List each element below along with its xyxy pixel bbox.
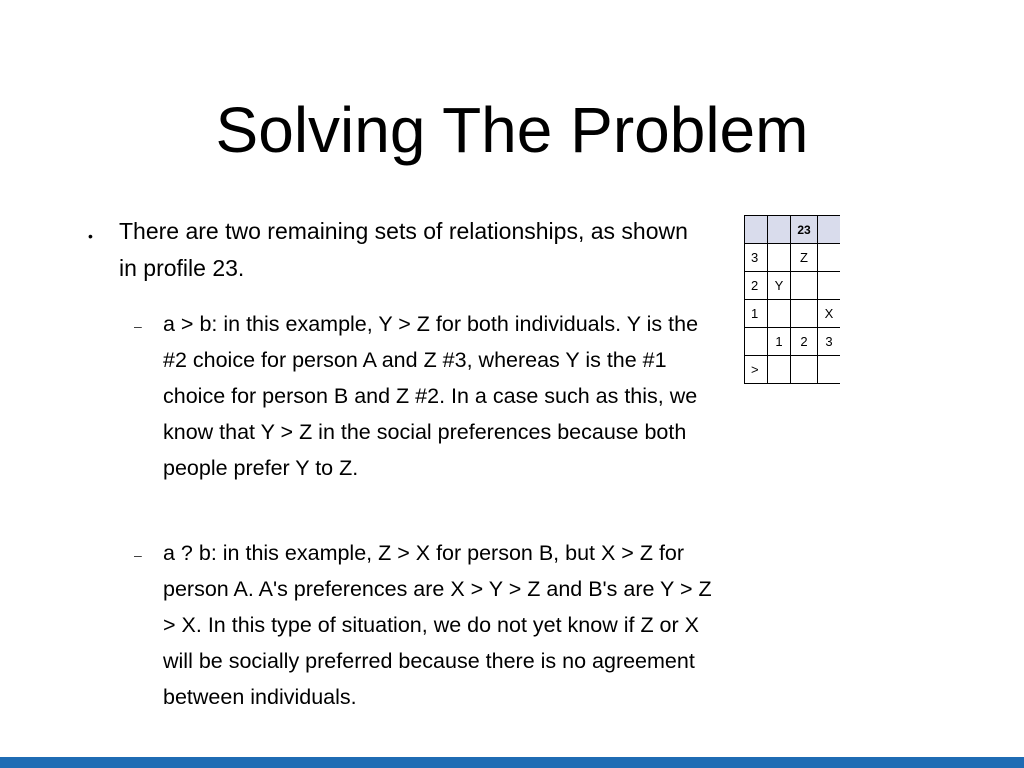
table-header-row bbox=[745, 216, 841, 244]
table-cell bbox=[768, 216, 791, 244]
profile-number: 23 bbox=[791, 216, 818, 244]
dash-icon: – bbox=[134, 547, 142, 563]
table-cell bbox=[745, 328, 768, 356]
table-cell: 3 bbox=[745, 244, 768, 272]
table-cell bbox=[818, 244, 841, 272]
table-cell bbox=[768, 300, 791, 328]
table-cell bbox=[818, 356, 841, 384]
table-cell: 2 bbox=[791, 328, 818, 356]
table-cell: 2 bbox=[745, 272, 768, 300]
slide-title: Solving The Problem bbox=[215, 94, 809, 166]
table-cell: 3 bbox=[818, 328, 841, 356]
table-row bbox=[745, 272, 841, 300]
bullet-text: There are two remaining sets of relationships, as shown in profile 23. bbox=[119, 218, 688, 281]
sub-bullet-text: a > b: in this example, Y > Z for both individuals. Y is the #2 choice for person A and Z #3, whereas Y is the #1 choice for person B and Z #2. In a case such as this, we know that Y > Z in the social preferences because both people prefer Y to Z. bbox=[163, 312, 699, 480]
table-cell: Z bbox=[791, 244, 818, 272]
table-cell: Y bbox=[768, 272, 791, 300]
bullet-dot-icon: • bbox=[88, 228, 93, 244]
dash-icon: – bbox=[134, 318, 142, 334]
table-cell bbox=[745, 216, 768, 244]
table-cell bbox=[791, 272, 818, 300]
table-cell bbox=[791, 356, 818, 384]
profile-table bbox=[744, 215, 840, 384]
table-cell bbox=[818, 216, 841, 244]
table-row bbox=[745, 328, 841, 356]
table-cell: X bbox=[818, 300, 841, 328]
table-cell bbox=[768, 244, 791, 272]
table-cell bbox=[768, 356, 791, 384]
table-cell: 1 bbox=[745, 300, 768, 328]
table-cell bbox=[818, 272, 841, 300]
table-row bbox=[745, 300, 841, 328]
table-row bbox=[745, 244, 841, 272]
table-cell: 1 bbox=[768, 328, 791, 356]
table-cell: > bbox=[745, 356, 768, 384]
table-row bbox=[745, 356, 841, 384]
sub-bullet-text: a ? b: in this example, Z > X for person B, but X > Z for person A. A's preferences are X > Y > Z and B's are Y > Z > X. In this type of situation, we do not yet know if Z or X will be socially preferred because there is no agreement between individuals. bbox=[163, 541, 712, 709]
footer-bar bbox=[0, 757, 1024, 768]
table-cell bbox=[791, 300, 818, 328]
